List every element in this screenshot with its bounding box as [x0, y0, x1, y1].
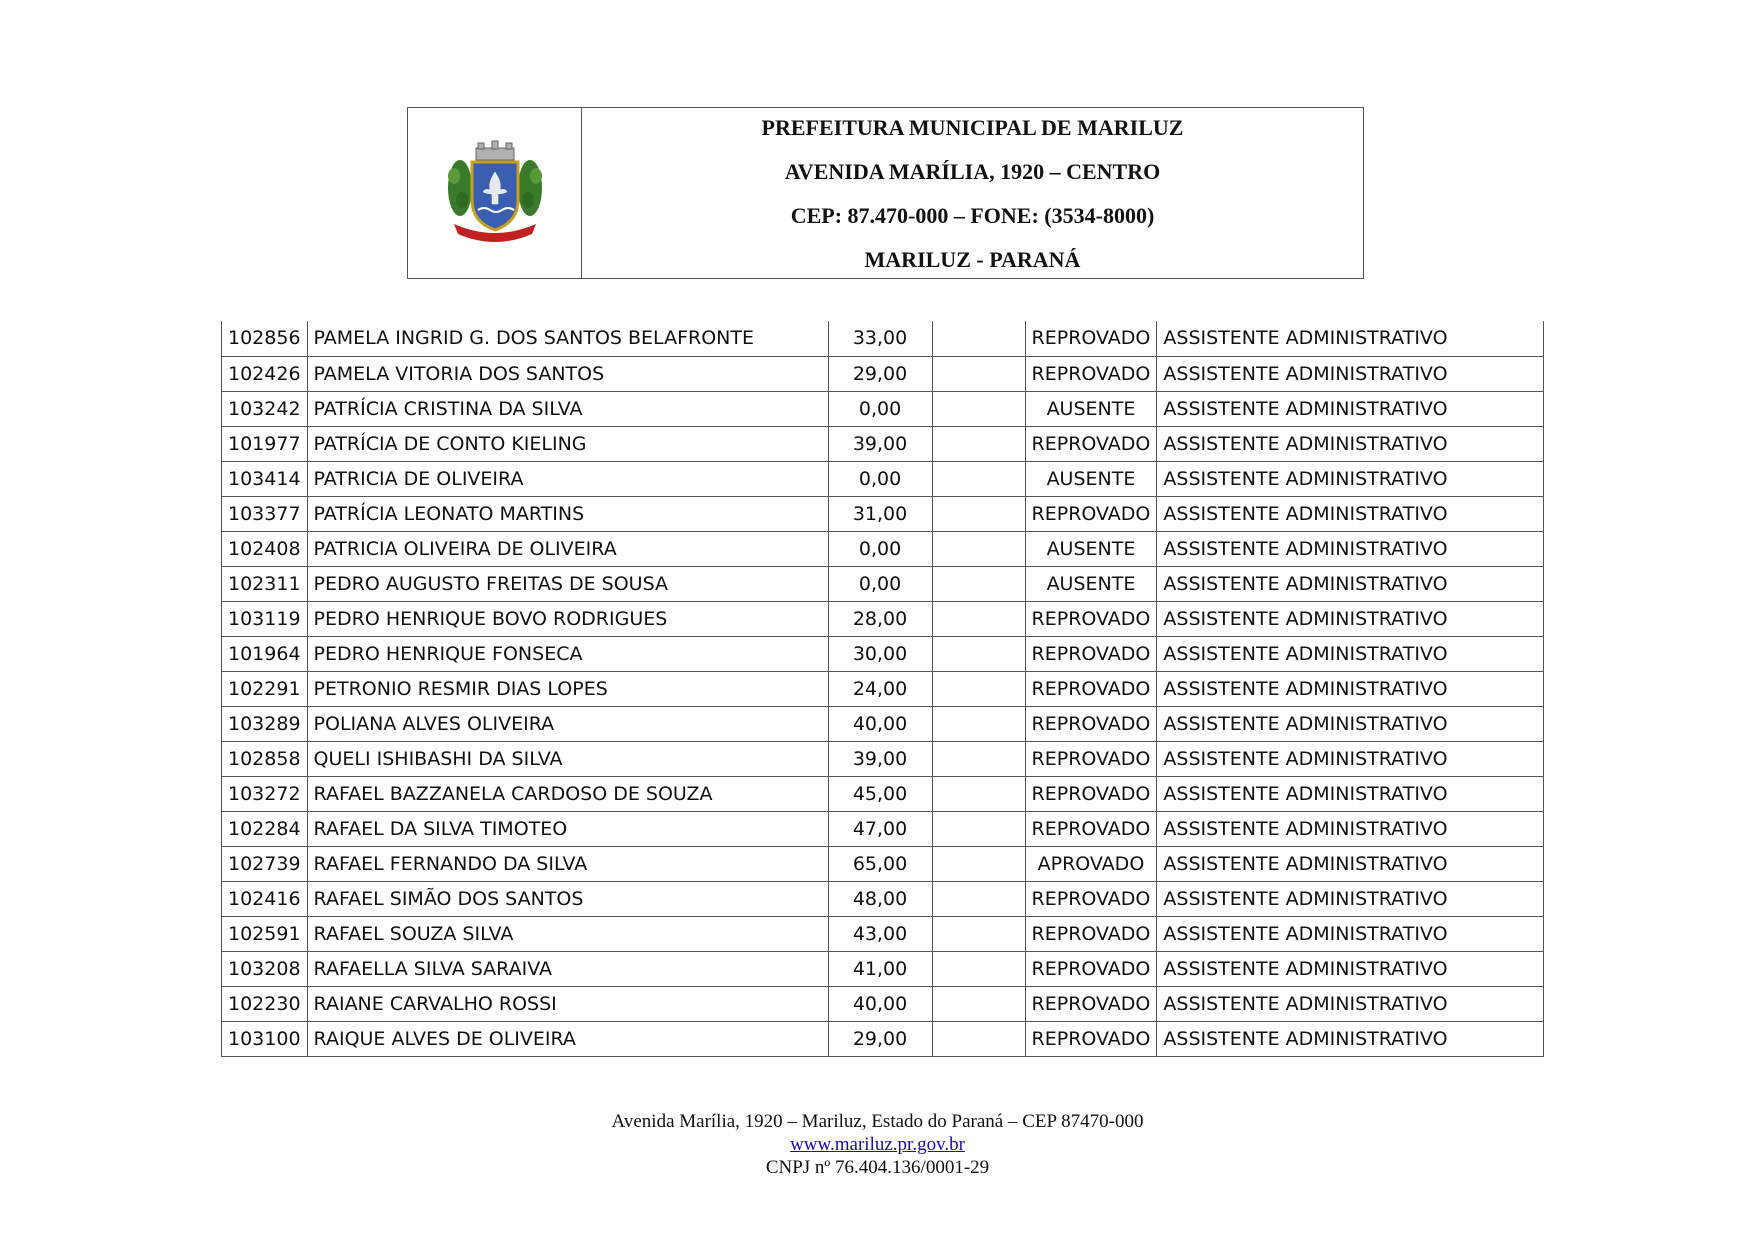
candidate-name-cell: RAFAEL FERNANDO DA SILVA — [307, 846, 828, 881]
score-cell: 33,00 — [828, 321, 932, 356]
candidate-name-cell: PATRÍCIA DE CONTO KIELING — [307, 426, 828, 461]
role-cell: ASSISTENTE ADMINISTRATIVO — [1157, 601, 1544, 636]
table-row — [222, 391, 1544, 426]
status-cell: REPROVADO — [1025, 671, 1157, 706]
empty-cell — [932, 391, 1025, 426]
role-cell: ASSISTENTE ADMINISTRATIVO — [1157, 566, 1544, 601]
table-row — [222, 706, 1544, 741]
empty-cell — [932, 986, 1025, 1021]
score-cell: 43,00 — [828, 916, 932, 951]
document-footer — [0, 1110, 1755, 1179]
empty-cell — [932, 776, 1025, 811]
candidate-id-cell: 102284 — [222, 811, 308, 846]
role-cell: ASSISTENTE ADMINISTRATIVO — [1157, 811, 1544, 846]
status-cell: REPROVADO — [1025, 321, 1157, 356]
empty-cell — [932, 531, 1025, 566]
empty-cell — [932, 811, 1025, 846]
empty-cell — [932, 601, 1025, 636]
empty-cell — [932, 916, 1025, 951]
role-cell: ASSISTENTE ADMINISTRATIVO — [1157, 846, 1544, 881]
footer-cnpj: CNPJ nº 76.404.136/0001-29 — [765, 1157, 990, 1178]
score-cell: 29,00 — [828, 356, 932, 391]
role-cell: ASSISTENTE ADMINISTRATIVO — [1157, 426, 1544, 461]
role-cell: ASSISTENTE ADMINISTRATIVO — [1157, 636, 1544, 671]
candidate-name-cell: RAFAEL SIMÃO DOS SANTOS — [307, 881, 828, 916]
candidate-id-cell: 102426 — [222, 356, 308, 391]
candidate-name-cell: PEDRO HENRIQUE BOVO RODRIGUES — [307, 601, 828, 636]
empty-cell — [932, 461, 1025, 496]
empty-cell — [932, 671, 1025, 706]
score-cell: 0,00 — [828, 461, 932, 496]
status-cell: REPROVADO — [1025, 356, 1157, 391]
table-row — [222, 636, 1544, 671]
candidate-id-cell: 102311 — [222, 566, 308, 601]
candidate-name-cell: PAMELA VITORIA DOS SANTOS — [307, 356, 828, 391]
empty-cell — [932, 706, 1025, 741]
candidate-id-cell: 103289 — [222, 706, 308, 741]
role-cell: ASSISTENTE ADMINISTRATIVO — [1157, 461, 1544, 496]
status-cell: REPROVADO — [1025, 426, 1157, 461]
table-row — [222, 916, 1544, 951]
results-table — [221, 321, 1544, 1057]
table-row — [222, 671, 1544, 706]
score-cell: 39,00 — [828, 741, 932, 776]
candidate-name-cell: POLIANA ALVES OLIVEIRA — [307, 706, 828, 741]
role-cell: ASSISTENTE ADMINISTRATIVO — [1157, 1021, 1544, 1056]
table-row — [222, 461, 1544, 496]
role-cell: ASSISTENTE ADMINISTRATIVO — [1157, 741, 1544, 776]
role-cell: ASSISTENTE ADMINISTRATIVO — [1157, 391, 1544, 426]
table-row — [222, 531, 1544, 566]
status-cell: REPROVADO — [1025, 496, 1157, 531]
candidate-name-cell: RAFAEL BAZZANELA CARDOSO DE SOUZA — [307, 776, 828, 811]
empty-cell — [932, 881, 1025, 916]
table-row — [222, 811, 1544, 846]
document-header — [407, 107, 1364, 279]
candidate-id-cell: 103242 — [222, 391, 308, 426]
status-cell: AUSENTE — [1025, 461, 1157, 496]
candidate-id-cell: 102591 — [222, 916, 308, 951]
score-cell: 30,00 — [828, 636, 932, 671]
table-row — [222, 741, 1544, 776]
municipal-coat-of-arms-icon — [440, 138, 550, 248]
candidate-id-cell: 103208 — [222, 951, 308, 986]
header-line-1: PREFEITURA MUNICIPAL DE MARILUZ — [761, 115, 1184, 140]
score-cell: 40,00 — [828, 986, 932, 1021]
empty-cell — [932, 321, 1025, 356]
empty-cell — [932, 846, 1025, 881]
footer-website-link[interactable]: www.mariluz.pr.gov.br — [790, 1134, 965, 1155]
candidate-id-cell: 102858 — [222, 741, 308, 776]
table-row — [222, 566, 1544, 601]
score-cell: 0,00 — [828, 391, 932, 426]
role-cell: ASSISTENTE ADMINISTRATIVO — [1157, 776, 1544, 811]
header-line-4: MARILUZ - PARANÁ — [864, 247, 1081, 272]
table-row — [222, 846, 1544, 881]
score-cell: 24,00 — [828, 671, 932, 706]
role-cell: ASSISTENTE ADMINISTRATIVO — [1157, 986, 1544, 1021]
status-cell: REPROVADO — [1025, 1021, 1157, 1056]
footer-address: Avenida Marília, 1920 – Mariluz, Estado do Paraná – CEP 87470-000 — [611, 1111, 1144, 1132]
candidate-id-cell: 103100 — [222, 1021, 308, 1056]
candidate-id-cell: 101964 — [222, 636, 308, 671]
candidate-name-cell: RAFAELLA SILVA SARAIVA — [307, 951, 828, 986]
header-title-block — [582, 108, 1363, 278]
candidate-name-cell: PATRICIA OLIVEIRA DE OLIVEIRA — [307, 531, 828, 566]
score-cell: 0,00 — [828, 531, 932, 566]
status-cell: AUSENTE — [1025, 531, 1157, 566]
table-row — [222, 426, 1544, 461]
role-cell: ASSISTENTE ADMINISTRATIVO — [1157, 881, 1544, 916]
table-row — [222, 356, 1544, 391]
status-cell: REPROVADO — [1025, 741, 1157, 776]
table-row — [222, 601, 1544, 636]
candidate-name-cell: PATRÍCIA CRISTINA DA SILVA — [307, 391, 828, 426]
role-cell: ASSISTENTE ADMINISTRATIVO — [1157, 531, 1544, 566]
candidate-name-cell: PATRÍCIA LEONATO MARTINS — [307, 496, 828, 531]
table-row — [222, 776, 1544, 811]
table-row — [222, 1021, 1544, 1056]
header-line-3: CEP: 87.470-000 – FONE: (3534-8000) — [790, 203, 1155, 228]
empty-cell — [932, 496, 1025, 531]
candidate-name-cell: RAFAEL DA SILVA TIMOTEO — [307, 811, 828, 846]
score-cell: 0,00 — [828, 566, 932, 601]
status-cell: AUSENTE — [1025, 566, 1157, 601]
candidate-name-cell: RAFAEL SOUZA SILVA — [307, 916, 828, 951]
candidate-id-cell: 102416 — [222, 881, 308, 916]
score-cell: 40,00 — [828, 706, 932, 741]
empty-cell — [932, 636, 1025, 671]
candidate-name-cell: RAIQUE ALVES DE OLIVEIRA — [307, 1021, 828, 1056]
score-cell: 47,00 — [828, 811, 932, 846]
candidate-id-cell: 102408 — [222, 531, 308, 566]
results-table-body — [222, 321, 1544, 1056]
candidate-name-cell: PATRICIA DE OLIVEIRA — [307, 461, 828, 496]
score-cell: 31,00 — [828, 496, 932, 531]
candidate-name-cell: PEDRO HENRIQUE FONSECA — [307, 636, 828, 671]
role-cell: ASSISTENTE ADMINISTRATIVO — [1157, 706, 1544, 741]
role-cell: ASSISTENTE ADMINISTRATIVO — [1157, 356, 1544, 391]
table-row — [222, 986, 1544, 1021]
status-cell: REPROVADO — [1025, 951, 1157, 986]
score-cell: 28,00 — [828, 601, 932, 636]
candidate-id-cell: 101977 — [222, 426, 308, 461]
candidate-name-cell: QUELI ISHIBASHI DA SILVA — [307, 741, 828, 776]
candidate-id-cell: 102856 — [222, 321, 308, 356]
empty-cell — [932, 356, 1025, 391]
score-cell: 48,00 — [828, 881, 932, 916]
status-cell: REPROVADO — [1025, 776, 1157, 811]
status-cell: REPROVADO — [1025, 636, 1157, 671]
status-cell: REPROVADO — [1025, 881, 1157, 916]
header-line-2: AVENIDA MARÍLIA, 1920 – CENTRO — [784, 159, 1161, 184]
status-cell: REPROVADO — [1025, 706, 1157, 741]
empty-cell — [932, 426, 1025, 461]
status-cell: REPROVADO — [1025, 811, 1157, 846]
logo-cell — [408, 108, 582, 278]
status-cell: APROVADO — [1025, 846, 1157, 881]
score-cell: 45,00 — [828, 776, 932, 811]
candidate-name-cell: PETRONIO RESMIR DIAS LOPES — [307, 671, 828, 706]
candidate-id-cell: 102739 — [222, 846, 308, 881]
role-cell: ASSISTENTE ADMINISTRATIVO — [1157, 951, 1544, 986]
role-cell: ASSISTENTE ADMINISTRATIVO — [1157, 321, 1544, 356]
table-row — [222, 881, 1544, 916]
candidate-id-cell: 103377 — [222, 496, 308, 531]
candidate-id-cell: 102291 — [222, 671, 308, 706]
empty-cell — [932, 951, 1025, 986]
score-cell: 65,00 — [828, 846, 932, 881]
candidate-name-cell: RAIANE CARVALHO ROSSI — [307, 986, 828, 1021]
candidate-name-cell: PAMELA INGRID G. DOS SANTOS BELAFRONTE — [307, 321, 828, 356]
status-cell: REPROVADO — [1025, 601, 1157, 636]
table-row — [222, 496, 1544, 531]
role-cell: ASSISTENTE ADMINISTRATIVO — [1157, 496, 1544, 531]
empty-cell — [932, 741, 1025, 776]
score-cell: 41,00 — [828, 951, 932, 986]
status-cell: REPROVADO — [1025, 986, 1157, 1021]
candidate-id-cell: 103414 — [222, 461, 308, 496]
candidate-id-cell: 103119 — [222, 601, 308, 636]
table-row — [222, 951, 1544, 986]
candidate-id-cell: 103272 — [222, 776, 308, 811]
score-cell: 39,00 — [828, 426, 932, 461]
candidate-name-cell: PEDRO AUGUSTO FREITAS DE SOUSA — [307, 566, 828, 601]
status-cell: REPROVADO — [1025, 916, 1157, 951]
role-cell: ASSISTENTE ADMINISTRATIVO — [1157, 671, 1544, 706]
status-cell: AUSENTE — [1025, 391, 1157, 426]
empty-cell — [932, 566, 1025, 601]
empty-cell — [932, 1021, 1025, 1056]
role-cell: ASSISTENTE ADMINISTRATIVO — [1157, 916, 1544, 951]
score-cell: 29,00 — [828, 1021, 932, 1056]
candidate-id-cell: 102230 — [222, 986, 308, 1021]
table-row — [222, 321, 1544, 356]
